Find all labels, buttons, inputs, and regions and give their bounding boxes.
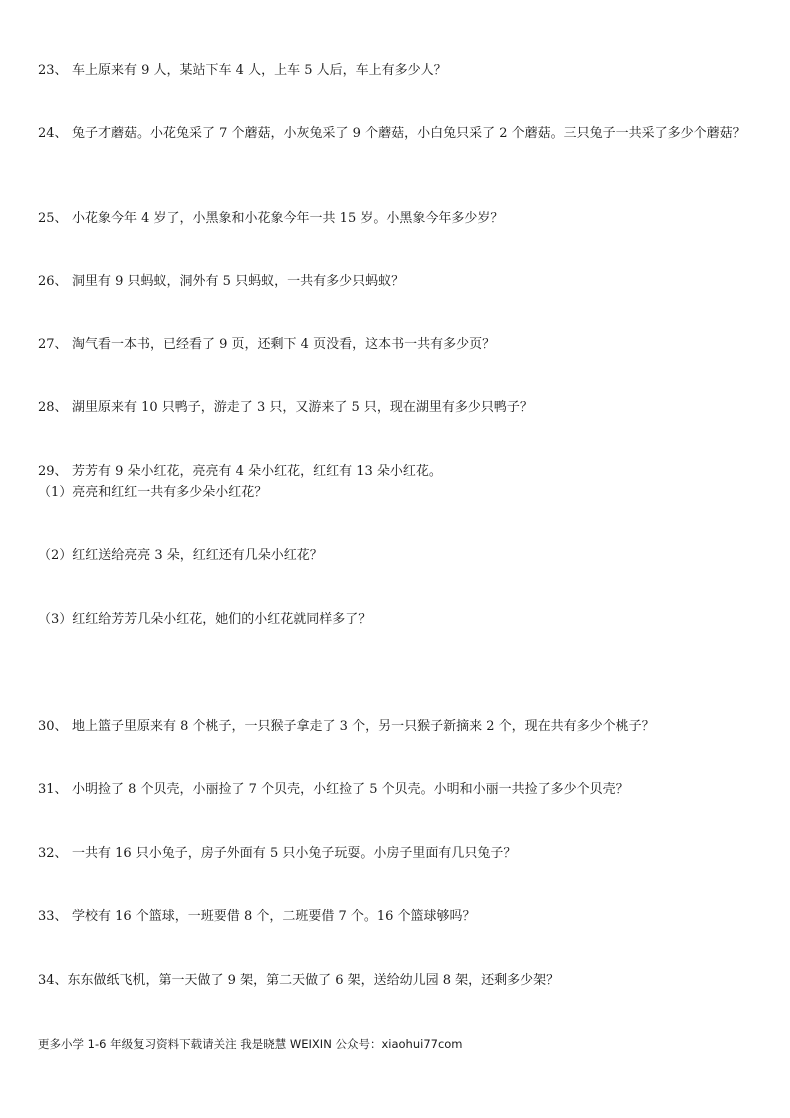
problem-33 [38,906,768,928]
problem-28 [38,397,768,419]
problem-text: 洞里有 9 只蚂蚁，洞外有 5 只蚂蚁，一共有多少只蚂蚁？ [72,274,405,289]
page-footer: 更多小学 1-6 年级复习资料下载请关注 我是晓慧 WEIXIN 公众号：xiaohui77com [38,1037,463,1051]
problem-number: 32、 [38,846,68,861]
problem-text: 一共有 16 只小兔子，房子外面有 5 只小兔子玩耍。小房子里面有几只兔子？ [72,846,517,861]
problem-text: 学校有 16 个篮球，一班要借 8 个，二班要借 7 个。16 个篮球够吗？ [72,909,476,924]
problem-text: 淘气看一本书，已经看了 9 页，还剩下 4 页没看，这本书一共有多少页？ [72,337,496,352]
problem-text: 小明捡了 8 个贝壳，小丽捡了 7 个贝壳，小红捡了 5 个贝壳。小明和小丽一共捡了多少个贝壳？ [72,782,629,797]
problem-34 [38,970,768,992]
problem-number: 34、 [38,973,68,988]
problem-text: 兔子才蘑菇。小花兔采了 7 个蘑菇，小灰兔采了 9 个蘑菇，小白兔只采了 2 个蘑菇。三只兔子一共采了多少个蘑菇？ [72,126,746,141]
problem-number: 30、 [38,719,68,734]
problem-31 [38,779,768,801]
sub-question-1: （1）亮亮和红红一共有多少朵小红花？ [38,485,268,500]
problem-number: 25、 [38,211,68,226]
problem-text: 湖里原来有 10 只鸭子，游走了 3 只，又游来了 5 只，现在湖里有多少只鸭子？ [72,400,533,415]
problem-30 [38,716,768,738]
problem-text: 地上篮子里原来有 8 个桃子，一只猴子拿走了 3 个，另一只猴子新摘来 2 个，现在共有多少个桃子？ [72,719,655,734]
problem-text: 芳芳有 9 朵小红花，亮亮有 4 朵小红花，红红有 13 朵小红花。 [72,464,442,479]
problem-text: 东东做纸飞机，第一天做了 9 架，第二天做了 6 架，送给幼儿园 8 架，还剩多少架？ [67,973,560,988]
problem-number: 27、 [38,337,68,352]
problem-number: 31、 [38,782,68,797]
problem-number: 24、 [38,126,68,141]
problem-number: 28、 [38,400,68,415]
problem-text: 小花象今年 4 岁了，小黑象和小花象今年一共 15 岁。小黑象今年多少岁？ [72,211,504,226]
problem-number: 26、 [38,274,68,289]
problem-23 [38,60,768,82]
problem-number: 33、 [38,909,68,924]
problem-29 [38,461,768,483]
problem-26 [38,271,768,293]
problem-25 [38,208,768,230]
problem-text: 车上原来有 9 人，某站下车 4 人，上车 5 人后，车上有多少人？ [72,63,447,78]
problem-24 [38,123,768,145]
sub-question-3: （3）红红给芳芳几朵小红花，她们的小红花就同样多了？ [38,612,372,627]
sub-question-2: （2）红红送给亮亮 3 朵，红红还有几朵小红花？ [38,548,323,563]
problem-27 [38,334,768,356]
problem-32 [38,843,768,865]
problem-number: 23、 [38,63,68,78]
problem-number: 29、 [38,464,68,479]
